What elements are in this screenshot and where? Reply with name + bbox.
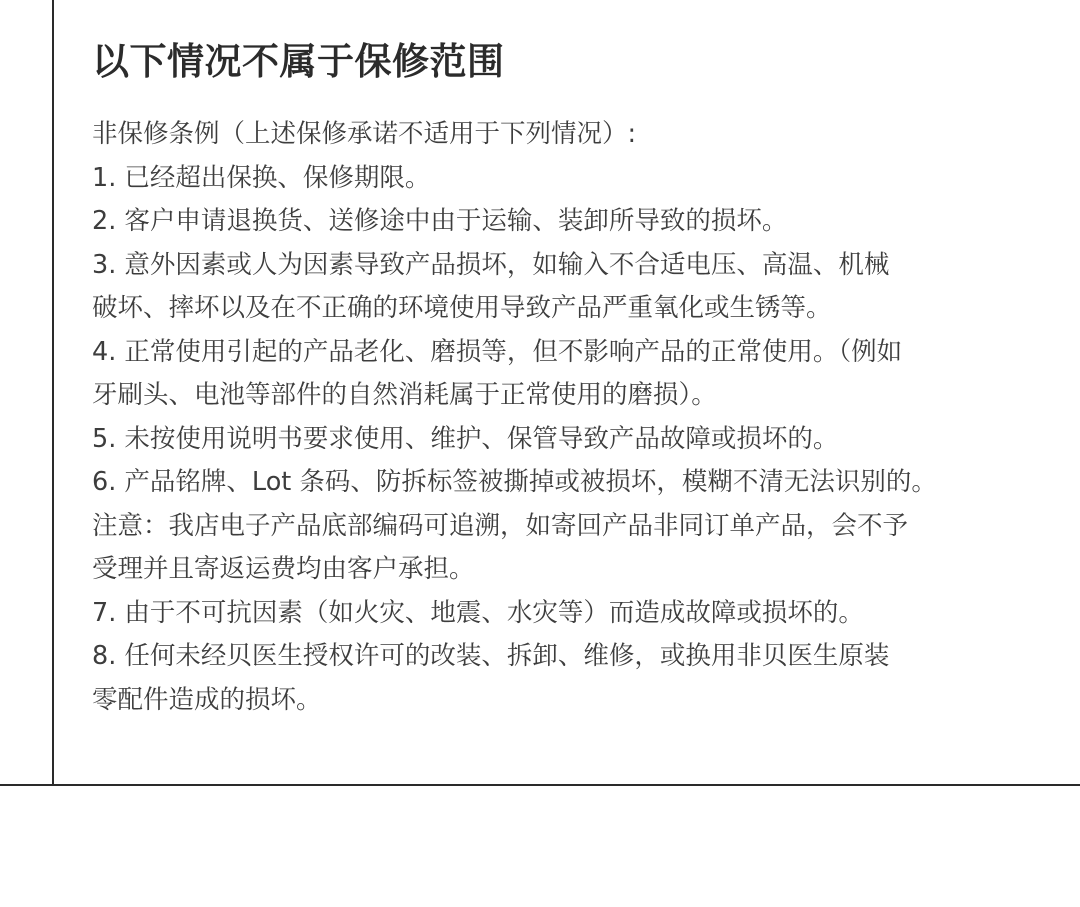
exclusion-item-7: 7. 由于不可抗因素（如火灾、地震、水灾等）而造成故障或损坏的。	[92, 597, 864, 628]
exclusion-item-4: 4. 正常使用引起的产品老化、磨损等，但不影响产品的正常使用。（例如	[92, 336, 903, 367]
exclusions-intro: 非保修条例（上述保修承诺不适用于下列情况）:	[92, 119, 637, 149]
exclusion-item-3: 3. 意外因素或人为因素导致产品损坏，如输入不合适电压、高温、机械	[92, 249, 890, 280]
exclusion-item-6: 6. 产品铭牌、Lot 条码、防拆标签被撕掉或被损坏，模糊不清无法识别的。	[92, 467, 937, 497]
exclusion-item-1: 1. 已经超出保换、保修期限。	[92, 162, 431, 193]
notice-line: 注意：我店电子产品底部编码可追溯，如寄回产品非同订单产品，会不予	[92, 510, 909, 541]
warranty-exclusions-text	[92, 113, 1037, 722]
exclusion-item-2: 2. 客户申请退换货、送修途中由于运输、装卸所导致的损坏。	[92, 206, 788, 236]
blank-footer-area	[0, 788, 1080, 907]
exclusion-item-4-cont: 牙刷头、电池等部件的自然消耗属于正常使用的磨损）。	[92, 380, 717, 410]
exclusion-item-3-cont: 破坏、摔坏以及在不正确的环境使用导致产品严重氧化或生锈等。	[92, 293, 832, 323]
exclusion-item-5: 5. 未按使用说明书要求使用、维护、保管导致产品故障或损坏的。	[92, 423, 839, 454]
left-border-line	[52, 0, 54, 786]
exclusion-item-8-cont: 零配件造成的损坏。	[92, 684, 322, 715]
exclusion-item-8: 8. 任何未经贝医生授权许可的改装、拆卸、维修，或换用非贝医生原装	[92, 641, 890, 671]
notice-line-cont: 受理并且寄返运费均由客户承担。	[92, 554, 475, 584]
page-title: 以下情况不属于保修范围	[92, 40, 505, 83]
